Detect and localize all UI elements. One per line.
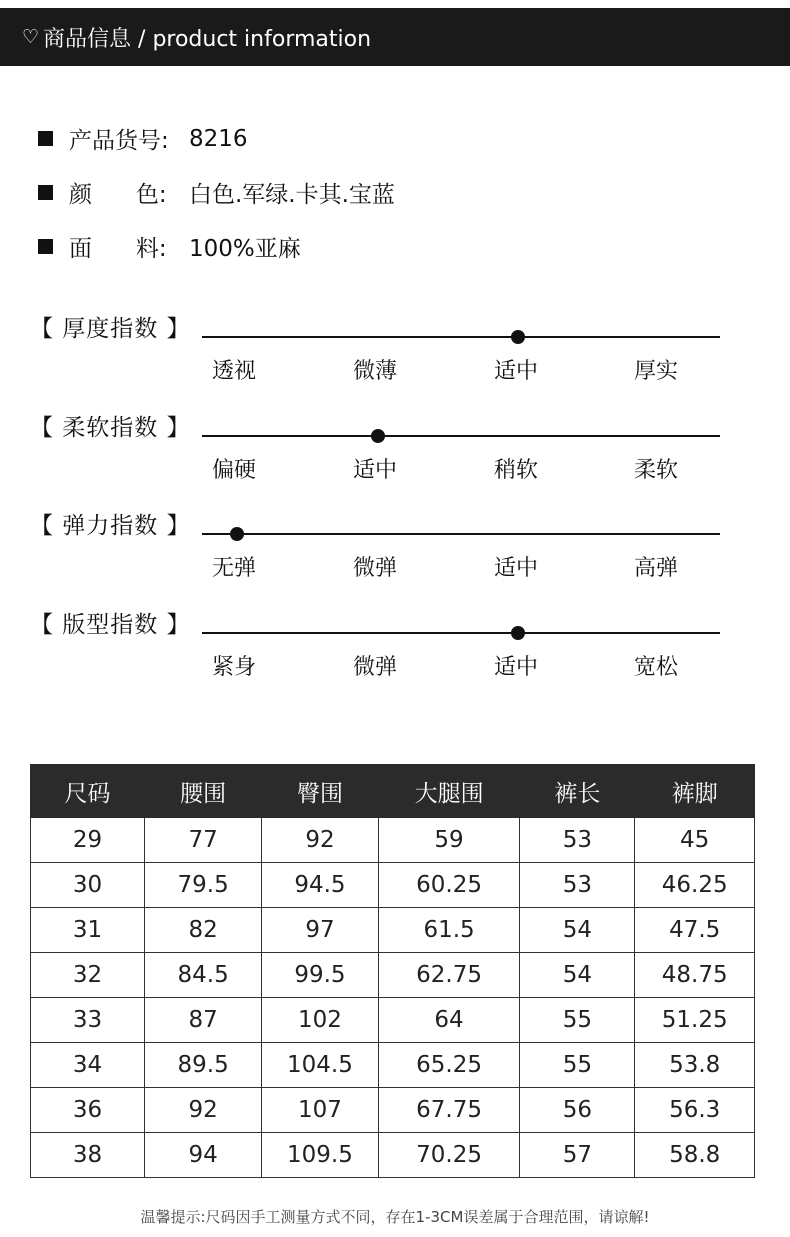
table-cell: 51.25 bbox=[635, 998, 755, 1043]
table-cell: 54 bbox=[520, 953, 635, 998]
column-header: 大腿围 bbox=[378, 765, 520, 818]
table-cell: 47.5 bbox=[635, 908, 755, 953]
column-header: 臀围 bbox=[262, 765, 379, 818]
table-cell: 30 bbox=[31, 863, 145, 908]
table-cell: 59 bbox=[378, 818, 520, 863]
column-header: 腰围 bbox=[145, 765, 262, 818]
scale-line bbox=[202, 533, 720, 535]
scale-tick-label: 适中 bbox=[353, 458, 398, 483]
table-cell: 82 bbox=[145, 908, 262, 953]
scale-marker bbox=[511, 330, 525, 344]
table-cell: 36 bbox=[31, 1088, 145, 1133]
scale-tick-label: 偏硬 bbox=[212, 458, 257, 483]
table-cell: 33 bbox=[31, 998, 145, 1043]
size-table-header bbox=[31, 765, 755, 818]
scale-tick-label: 紧身 bbox=[212, 655, 257, 680]
bullet-square-icon bbox=[38, 131, 53, 146]
table-row bbox=[31, 908, 755, 953]
size-note: 温馨提示:尺码因手工测量方式不同，存在1-3CM误差属于合理范围，请谅解! bbox=[140, 1208, 650, 1226]
column-header: 尺码 bbox=[31, 765, 145, 818]
table-cell: 65.25 bbox=[378, 1043, 520, 1088]
table-cell: 92 bbox=[262, 818, 379, 863]
scale-tick-label: 宽松 bbox=[634, 655, 679, 680]
table-cell: 38 bbox=[31, 1133, 145, 1178]
scale-tick-label: 透视 bbox=[212, 359, 257, 384]
table-cell: 87 bbox=[145, 998, 262, 1043]
table-cell: 53 bbox=[520, 863, 635, 908]
table-cell: 79.5 bbox=[145, 863, 262, 908]
table-cell: 104.5 bbox=[262, 1043, 379, 1088]
scale-tick-label: 无弹 bbox=[212, 556, 257, 581]
table-cell: 89.5 bbox=[145, 1043, 262, 1088]
table-cell: 109.5 bbox=[262, 1133, 379, 1178]
table-cell: 29 bbox=[31, 818, 145, 863]
column-header: 裤长 bbox=[520, 765, 635, 818]
info-row-color bbox=[38, 176, 395, 209]
table-cell: 53.8 bbox=[635, 1043, 755, 1088]
info-row-fabric bbox=[38, 230, 301, 263]
table-cell: 34 bbox=[31, 1043, 145, 1088]
table-cell: 107 bbox=[262, 1088, 379, 1133]
table-cell: 55 bbox=[520, 998, 635, 1043]
scale-title: 【 柔软指数 】 bbox=[30, 415, 191, 441]
table-row bbox=[31, 953, 755, 998]
table-cell: 99.5 bbox=[262, 953, 379, 998]
table-cell: 60.25 bbox=[378, 863, 520, 908]
scale-tick-label: 适中 bbox=[494, 556, 539, 581]
table-cell: 57 bbox=[520, 1133, 635, 1178]
section-title: 商品信息 / product information bbox=[43, 26, 372, 52]
scale-tick-label: 微薄 bbox=[353, 359, 398, 384]
scale-line bbox=[202, 435, 720, 437]
table-row bbox=[31, 818, 755, 863]
info-value: 白色.军绿.卡其.宝蓝 bbox=[189, 182, 395, 208]
info-label: 颜 色: bbox=[69, 182, 167, 208]
table-cell: 58.8 bbox=[635, 1133, 755, 1178]
info-value: 100%亚麻 bbox=[189, 236, 301, 262]
scale-marker bbox=[230, 527, 244, 541]
info-value: 8216 bbox=[189, 125, 248, 152]
table-cell: 102 bbox=[262, 998, 379, 1043]
info-row-item-number bbox=[38, 122, 248, 155]
section-header bbox=[0, 8, 790, 66]
table-cell: 55 bbox=[520, 1043, 635, 1088]
table-row bbox=[31, 863, 755, 908]
table-cell: 56 bbox=[520, 1088, 635, 1133]
scale-title: 【 厚度指数 】 bbox=[30, 316, 191, 342]
table-cell: 92 bbox=[145, 1088, 262, 1133]
table-row bbox=[31, 1133, 755, 1178]
scale-tick-label: 微弹 bbox=[353, 556, 398, 581]
table-cell: 70.25 bbox=[378, 1133, 520, 1178]
table-row bbox=[31, 1088, 755, 1133]
table-cell: 54 bbox=[520, 908, 635, 953]
table-cell: 53 bbox=[520, 818, 635, 863]
bullet-square-icon bbox=[38, 185, 53, 200]
table-cell: 62.75 bbox=[378, 953, 520, 998]
table-cell: 64 bbox=[378, 998, 520, 1043]
scale-title: 【 弹力指数 】 bbox=[30, 513, 191, 539]
column-header: 裤脚 bbox=[635, 765, 755, 818]
table-cell: 94.5 bbox=[262, 863, 379, 908]
table-cell: 46.25 bbox=[635, 863, 755, 908]
table-cell: 77 bbox=[145, 818, 262, 863]
size-table-body bbox=[31, 818, 755, 1178]
scale-tick-label: 微弹 bbox=[353, 655, 398, 680]
table-cell: 94 bbox=[145, 1133, 262, 1178]
table-row bbox=[31, 1043, 755, 1088]
scale-tick-label: 厚实 bbox=[634, 359, 679, 384]
table-cell: 32 bbox=[31, 953, 145, 998]
table-cell: 56.3 bbox=[635, 1088, 755, 1133]
scale-tick-label: 稍软 bbox=[494, 458, 539, 483]
table-cell: 67.75 bbox=[378, 1088, 520, 1133]
table-cell: 97 bbox=[262, 908, 379, 953]
size-table bbox=[30, 764, 755, 1178]
scale-tick-label: 柔软 bbox=[634, 458, 679, 483]
scale-line bbox=[202, 336, 720, 338]
scale-marker bbox=[371, 429, 385, 443]
info-label: 面 料: bbox=[69, 236, 167, 262]
scale-tick-label: 适中 bbox=[494, 359, 539, 384]
scale-marker bbox=[511, 626, 525, 640]
scale-line bbox=[202, 632, 720, 634]
table-row bbox=[31, 998, 755, 1043]
table-cell: 48.75 bbox=[635, 953, 755, 998]
bullet-square-icon bbox=[38, 239, 53, 254]
scale-tick-label: 高弹 bbox=[634, 556, 679, 581]
table-cell: 31 bbox=[31, 908, 145, 953]
heart-outline-icon: ♡ bbox=[22, 26, 40, 48]
scale-tick-label: 适中 bbox=[494, 655, 539, 680]
table-cell: 84.5 bbox=[145, 953, 262, 998]
table-cell: 45 bbox=[635, 818, 755, 863]
info-label: 产品货号: bbox=[69, 128, 169, 154]
scale-title: 【 版型指数 】 bbox=[30, 612, 191, 638]
table-cell: 61.5 bbox=[378, 908, 520, 953]
